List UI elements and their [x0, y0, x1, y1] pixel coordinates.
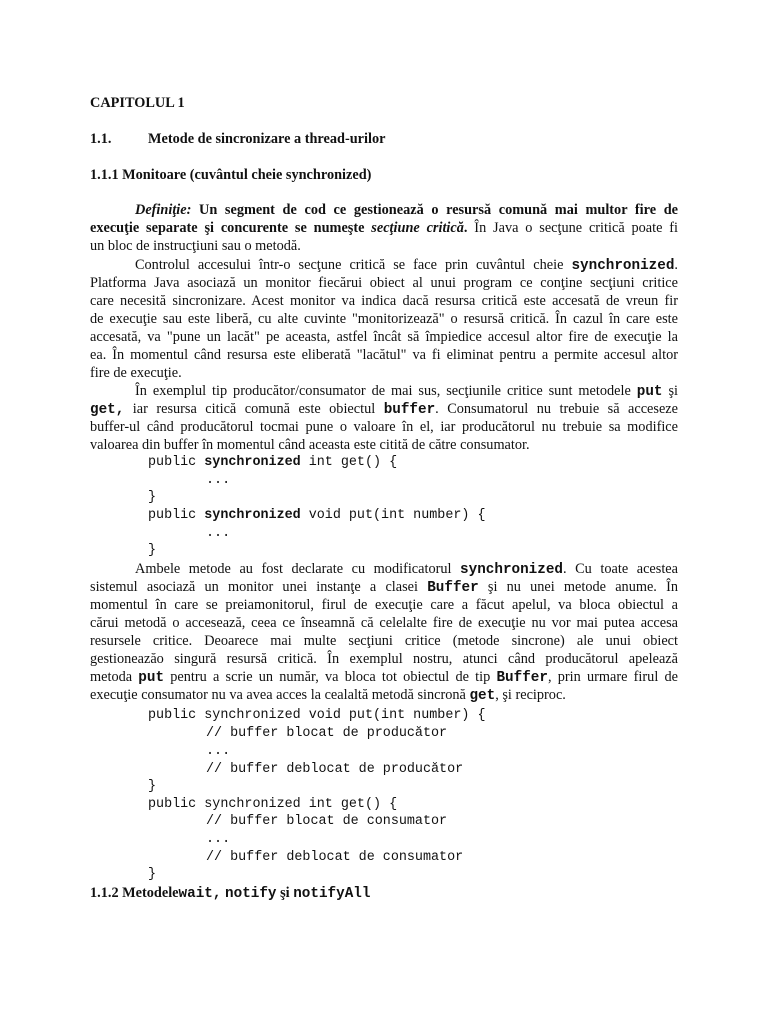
definition-term: secţiune critică	[371, 220, 464, 236]
code2-line-8: ...	[206, 832, 231, 847]
para1-text: Controlul accesului într-o secţune critică se face prin cuvântul cheie	[135, 257, 572, 273]
para3-text: şi nu unei metode anume. În	[478, 579, 678, 595]
definition-dot: .	[463, 220, 468, 236]
para2-line-2	[90, 400, 678, 419]
subsection-1-1-2-heading	[90, 884, 678, 903]
code2-line-1: public synchronized void put(int number) {	[148, 708, 486, 723]
code-keyword: synchronized	[204, 455, 301, 470]
code1-line-1	[148, 454, 397, 472]
keyword-notify: notify	[225, 886, 277, 902]
keyword-get: get	[469, 688, 496, 704]
keyword-buffer: buffer	[383, 402, 436, 418]
section-number: 1.1.	[90, 131, 112, 147]
heading-text: 1.1.2 Metodele	[90, 885, 179, 901]
para3-line-5: resursele critice. Deoarece mai multe secţiuni critice (metode sincrone) ale unui obiect	[90, 633, 678, 649]
para3-text: pentru a scrie un număr, va bloca tot obiectul de tip	[164, 669, 497, 685]
code2-line-9: // buffer deblocat de consumator	[206, 850, 464, 865]
code2-line-6: public synchronized int get() {	[148, 797, 398, 812]
para2-text: În exemplul tip producător/consumator de mai sus, secţiunile critice sunt metodele	[135, 383, 637, 399]
code2-line-3: ...	[206, 744, 231, 759]
para3-line-4: cărui metodă o accesează, ceea ce înseamnă că celelalte fire de execuţie nu vor mai putea accesa	[90, 615, 678, 631]
para3-line-6: gestioneazăo singură resursă critică. În exemplul nostru, atunci când producătorul apelează	[90, 651, 678, 667]
para3-text: sistemul asociază un monitor unei instanţe a clasei	[90, 579, 428, 595]
code-text: int get() {	[300, 455, 398, 470]
para3-text: metoda	[90, 669, 139, 685]
para1-dot: .	[674, 257, 678, 273]
definition-text: execuţie separate şi concurente se numeşte	[90, 220, 372, 236]
code1-line-6: }	[148, 543, 157, 558]
definition-line-2	[90, 219, 678, 237]
code1-line-3: }	[148, 490, 157, 505]
keyword-buffer: Buffer	[496, 670, 548, 686]
para3-line-8	[90, 686, 678, 705]
chapter-title: CAPITOLUL 1	[90, 95, 185, 111]
definition-rest: În Java o secţune critică poate fi	[467, 220, 679, 236]
para1-line-1	[90, 256, 678, 275]
para1-line-5: accesată, va "pune un lacăt" pe aceasta, astfel încât să împiedice accesul altor fire de execuţie la	[90, 329, 678, 345]
definition-line-1	[90, 201, 678, 219]
heading-text: şi	[280, 885, 290, 901]
para3-text: , prin urmare firul de	[547, 669, 678, 685]
section-title: Metode de sincronizare a thread-urilor	[148, 131, 386, 147]
code2-line-5: }	[148, 779, 157, 794]
keyword-buffer: Buffer	[427, 580, 479, 596]
para2-text: . Consumatorul nu trebuie să acceseze	[435, 401, 678, 417]
para2-line-3: buffer-ul când producătorul tocmai pune o valoare în el, iar producătorul nu trebuie sa modifice	[90, 419, 678, 435]
definition-line-3: un bloc de instrucţiuni sau o metodă.	[90, 238, 301, 254]
subsection-1-1-1-heading: 1.1.1 Monitoare (cuvântul cheie synchronized)	[90, 167, 372, 183]
para3-text: Ambele metode au fost declarate cu modificatorul	[135, 561, 461, 577]
code2-line-10: }	[148, 867, 157, 882]
code2-line-4: // buffer deblocat de producător	[206, 762, 464, 777]
code2-line-2: // buffer blocat de producător	[206, 726, 448, 741]
para1-line-6: ea. În momentul când resursa este eliberată "lacătul" va fi eliminat pentru a permite accesul altor	[90, 347, 678, 363]
para1-line-7: fire de execuţie.	[90, 365, 182, 381]
para1-line-2: Platforma Java asociază un monitor fiecărui obiect al unui program ce conţine secţiuni critice	[90, 275, 678, 291]
para3-text: , şi reciproc.	[495, 687, 566, 703]
para2-text: şi	[662, 383, 678, 399]
para3-line-1	[90, 560, 678, 579]
para3-line-2	[90, 578, 678, 597]
para3-line-3: momentul în care se preiamonitorul, firul de execuţie care a făcut apelul, va bloca obiectul a	[90, 597, 678, 613]
code1-line-4	[148, 507, 486, 525]
section-1-1-heading	[90, 130, 678, 148]
para3-text: . Cu toate acestea	[563, 561, 678, 577]
code-text: public	[148, 508, 205, 523]
code1-line-5: ...	[206, 526, 231, 541]
keyword-notifyall: notifyAll	[293, 886, 371, 902]
keyword-put: put	[636, 384, 663, 400]
code2-line-7: // buffer blocat de consumator	[206, 814, 448, 829]
para3-line-7	[90, 668, 678, 687]
definition-text: Un segment de cod ce gestionează o resursă comună mai multor fire de	[191, 202, 678, 218]
para1-line-4: de execuţie sau este liberă, cu alte cuvinte "monitorizează" o resursă critică. În cazul în care este	[90, 311, 678, 327]
keyword-put: put	[138, 670, 165, 686]
para2-line-1	[90, 382, 678, 401]
definition-label: Definiţie:	[135, 202, 192, 218]
para2-line-4: valoarea din buffer în momentul când aceasta este citită de către consumator.	[90, 437, 530, 453]
keyword-get: get,	[90, 402, 125, 418]
para2-text: iar resursa citică comună este obiectul	[124, 401, 384, 417]
keyword-wait: wait,	[178, 886, 222, 902]
keyword-synchronized: synchronized	[571, 258, 675, 274]
keyword-synchronized: synchronized	[460, 562, 564, 578]
code-text: public	[148, 455, 205, 470]
para1-line-3: care necesită sincronizare. Acest monitor va indica dacă resursa critică este accesată de vreun fir	[90, 293, 678, 309]
code-keyword: synchronized	[204, 508, 301, 523]
para3-text: execuţie consumator nu va avea acces la cealaltă metodă sincronă	[90, 687, 470, 703]
code1-line-2: ...	[206, 473, 231, 488]
code-text: void put(int number) {	[300, 508, 486, 523]
